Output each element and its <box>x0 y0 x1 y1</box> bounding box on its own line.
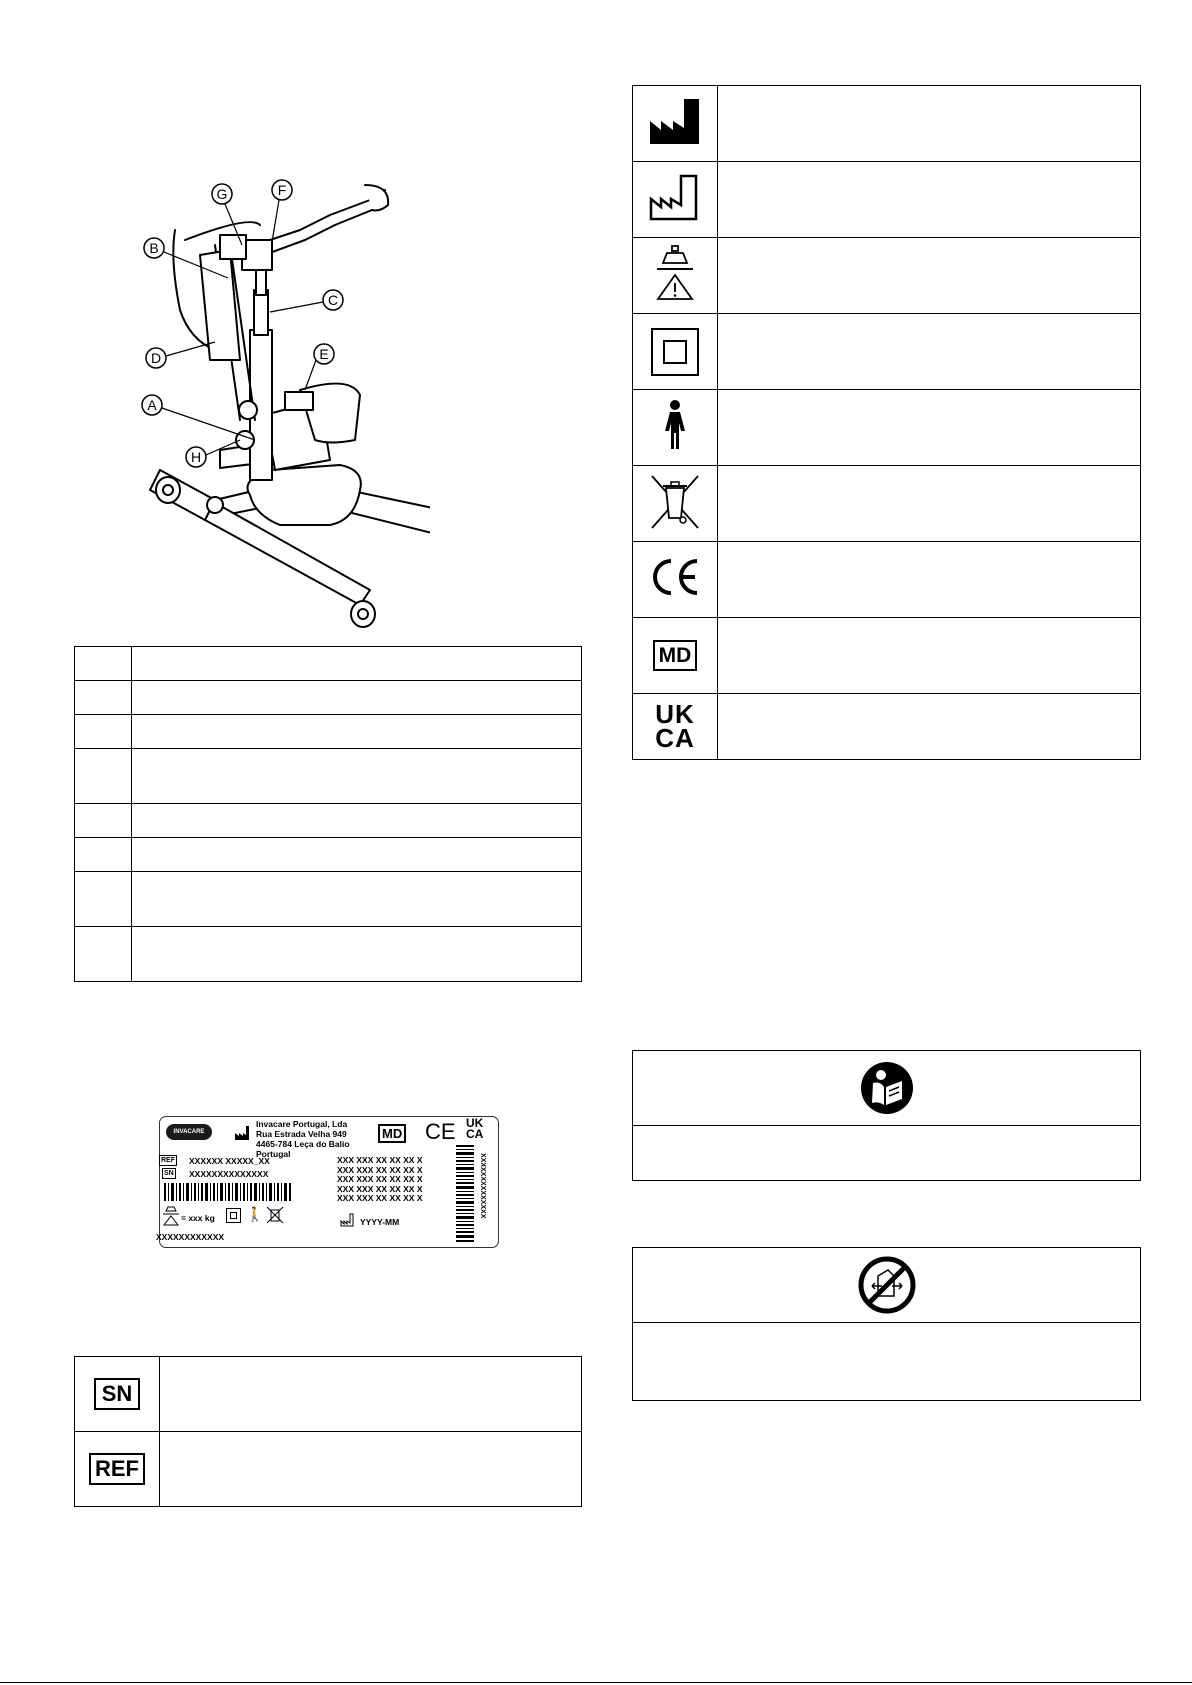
ukca-mark <box>466 1118 483 1140</box>
notice-icon-cell <box>633 1248 1141 1323</box>
code-line: XXX XXX XX XX XX X <box>337 1183 423 1194</box>
symbol-cell <box>633 390 718 466</box>
ukca-top: UK <box>655 698 695 729</box>
symbol-description <box>718 86 1141 162</box>
sn-tag: SN <box>164 1170 174 1177</box>
manufacturer-line3: 4465-784 Leça do Balio <box>256 1139 350 1149</box>
table-row <box>75 804 582 838</box>
symbol-cell <box>633 466 718 542</box>
table-row <box>75 647 582 681</box>
invacare-logo: INVACARE <box>166 1124 212 1140</box>
manufacturer-icon <box>234 1125 250 1141</box>
vertical-code: XXXXXXXXXXXXXX <box>479 1153 486 1219</box>
callout-b: B <box>149 240 159 256</box>
table-row <box>75 681 582 715</box>
ukca-top: UK <box>466 1116 484 1130</box>
callout-a: A <box>147 397 157 413</box>
table-row <box>633 390 1141 466</box>
symbol-description <box>718 314 1141 390</box>
callout-f: F <box>277 182 287 198</box>
table-row <box>75 715 582 749</box>
ukca-mark-icon <box>655 698 695 753</box>
table-row <box>75 838 582 872</box>
notice-icon-row <box>633 1051 1141 1126</box>
callout-h: H <box>190 449 202 465</box>
sn-ref-table <box>74 1356 582 1507</box>
ref-symbol: REF <box>89 1453 145 1485</box>
part-description <box>132 647 582 681</box>
max-load-warning-icon <box>655 245 695 301</box>
manufacturer-line4: Portugal <box>256 1149 291 1159</box>
table-row <box>633 162 1141 238</box>
ce-mark: CE <box>425 1119 456 1144</box>
part-letter <box>75 927 132 982</box>
notice-text-row <box>633 1126 1141 1181</box>
table-row <box>633 618 1141 694</box>
callout-c: C <box>327 292 339 308</box>
ref-description <box>160 1432 582 1507</box>
part-description <box>132 804 582 838</box>
symbol-description <box>718 542 1141 618</box>
load-text: = xxx kg <box>181 1213 215 1223</box>
symbol-description <box>718 466 1141 542</box>
notice-text-row <box>633 1323 1141 1401</box>
symbol-cell <box>633 162 718 238</box>
part-letter <box>75 681 132 715</box>
code-line: XXX XXX XX XX XX X <box>337 1155 423 1165</box>
symbol-description <box>718 694 1141 760</box>
part-letter <box>75 804 132 838</box>
read-manual-icon <box>860 1061 914 1115</box>
md-mark: MD <box>378 1124 406 1143</box>
md-mark-icon: MD <box>653 640 698 671</box>
ukca-bottom: CA <box>655 722 695 753</box>
callout-e: E <box>319 346 329 362</box>
barcode-vertical <box>456 1145 474 1245</box>
body-icon: 🚶 <box>246 1206 264 1222</box>
ce-mark-icon <box>649 557 701 597</box>
manufacturer-line2: Rua Estrada Velha 949 <box>256 1129 347 1139</box>
part-description <box>132 927 582 982</box>
notice-text <box>633 1126 1141 1181</box>
symbol-description <box>718 390 1141 466</box>
ref-value: XXXXXX XXXXX_XX <box>189 1156 270 1166</box>
part-description <box>132 749 582 804</box>
symbol-description <box>718 162 1141 238</box>
code-line: XXX XXX XX XX XX X <box>337 1164 423 1175</box>
symbols-table <box>632 85 1141 760</box>
symbol-description <box>718 618 1141 694</box>
part-description <box>132 838 582 872</box>
sn-description <box>160 1357 582 1432</box>
symbol-cell <box>633 542 718 618</box>
ukca-bottom: CA <box>466 1127 484 1141</box>
symbol-cell <box>633 314 718 390</box>
notice-text <box>633 1323 1141 1401</box>
parts-table <box>74 646 582 982</box>
table-row <box>633 542 1141 618</box>
class-ii-icon <box>226 1208 241 1223</box>
footer-rule <box>0 1682 1192 1683</box>
no-transport-notice <box>632 1247 1141 1401</box>
symbol-cell <box>633 618 718 694</box>
part-description <box>132 872 582 927</box>
sn-symbol-cell <box>75 1357 160 1432</box>
weee-bin-icon <box>650 472 700 530</box>
no-transport-icon <box>858 1256 916 1314</box>
table-row <box>75 749 582 804</box>
symbol-cell <box>633 238 718 314</box>
table-row <box>633 466 1141 542</box>
table-row <box>75 1432 582 1507</box>
max-load-icon <box>162 1203 180 1227</box>
part-letter <box>75 715 132 749</box>
part-description <box>132 715 582 749</box>
symbol-description <box>718 238 1141 314</box>
table-row <box>75 1357 582 1432</box>
table-row <box>75 927 582 982</box>
part-letter <box>75 749 132 804</box>
date-of-manufacture-icon <box>340 1213 358 1227</box>
part-description <box>132 681 582 715</box>
manufacturer-icon <box>649 97 701 145</box>
manufacture-date-icon <box>649 173 701 221</box>
type-b-applied-part-icon <box>660 399 690 451</box>
table-row <box>633 86 1141 162</box>
part-letter <box>75 872 132 927</box>
patient-lift-illustration <box>130 175 430 630</box>
weee-icon <box>266 1206 284 1224</box>
part-letter <box>75 838 132 872</box>
ref-symbol-cell <box>75 1432 160 1507</box>
table-row <box>633 238 1141 314</box>
part-letter <box>75 647 132 681</box>
callout-d: D <box>150 350 162 366</box>
barcode-horizontal <box>164 1183 294 1201</box>
date-text: YYYY-MM <box>360 1217 400 1227</box>
sn-symbol: SN <box>94 1378 141 1410</box>
table-row <box>633 314 1141 390</box>
notice-icon-cell <box>633 1051 1141 1126</box>
class-ii-icon <box>651 328 699 376</box>
symbol-cell <box>633 86 718 162</box>
bottom-code: XXXXXXXXXXXX <box>156 1232 225 1242</box>
product-label <box>156 1116 499 1248</box>
code-line: XXX XXX XX XX XX X <box>337 1193 423 1203</box>
table-row <box>633 694 1141 760</box>
callout-g: G <box>216 186 228 202</box>
ref-tag: REF <box>161 1157 175 1164</box>
notice-icon-row <box>633 1248 1141 1323</box>
read-manual-notice <box>632 1050 1141 1181</box>
symbol-cell <box>633 694 718 760</box>
code-line: XXX XXX XX XX XX X <box>337 1174 423 1184</box>
table-row <box>75 872 582 927</box>
manufacturer-line1: Invacare Portugal, Lda <box>256 1119 348 1129</box>
sn-value: XXXXXXXXXXXXXX <box>189 1169 269 1179</box>
codes <box>337 1156 423 1204</box>
